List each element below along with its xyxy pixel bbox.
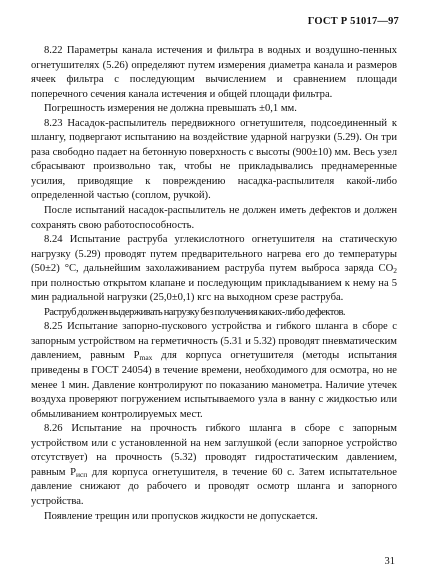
document-body <box>31 44 397 524</box>
paragraph-8-26 <box>31 422 397 509</box>
paragraph-8-24 <box>31 233 397 306</box>
paragraph-accuracy: Погрешность измерения не должна превышать ±0,1 мм. <box>44 103 297 115</box>
paragraph-8-24-text-b: при полностью открытом клапане и последующим прикладыванием к нему на 5 мин радиальной нагрузки (25,0±0,1) кгс на выходном срезе раструба. <box>31 277 397 304</box>
paragraph-8-25-text-a: 8.25 Испытание запорно-пускового устройства и гибкого шланга в сборе с запорным устройством на герметичность (5.31 и 5.32) проводят пневматическим давлением, равным P <box>31 321 397 362</box>
paragraph-8-23-text: 8.23 Насадок-распылитель передвижного огнетушителя, подсоединенный к шлангу, подвергают испытанию на воздействие ударной нагрузки (5.29). Он три раза свободно падает на бетонную поверхность с высоты (900±10) мм. Весь узел сбрасывают произвольно так, чтобы не прикладывались преднамеренные усилия, приводящие к повреждению насадка-распылителя какой-либо определенной частью (соплом, ручкой). <box>31 117 397 202</box>
paragraph-8-23 <box>31 117 397 204</box>
paragraph-8-25 <box>31 320 397 422</box>
page-number: 31 <box>384 556 395 567</box>
document-header: ГОСТ Р 51017—97 <box>307 16 399 27</box>
paragraph-after-test: После испытаний насадок-распылитель не должен иметь дефектов и должен сохранять свою работоспособность. <box>31 205 397 231</box>
paragraph-no-cracks: Появление трещин или пропусков жидкости не допускается. <box>44 510 318 522</box>
subscript-co2: 2 <box>393 266 397 276</box>
subscript-pisp: исп <box>75 469 88 479</box>
paragraph-nozzle-load: Раструб должен выдерживать нагрузку без получения каких-либо дефектов. <box>44 306 346 318</box>
paragraph-8-26-text-b: для корпуса огнетушителя, в течение 60 с. Затем испытательное давление снижают до рабочего и проводят осмотр шланга и запорного устройства. <box>31 466 397 507</box>
paragraph-8-26-text-a: 8.26 Испытание на прочность гибкого шланга в сборе с запорным устройством или с установленной на нем заглушкой (если запорное устройство отсутствует) на прочность (5.32) проводят гидростатическим давлением, равным P <box>31 423 397 478</box>
paragraph-8-25-text-b: для корпуса огнетушителя (методы испытания приведены в ГОСТ 24054) в течение времени, необходимого для осмотра, но не менее 1 мин. Давление контролируют по показанию манометра. Наличие утечек воздуха проверяют погружением испытываемого узла в ванну с жидкостью или обмыливанием контролируемых мест. <box>31 350 397 420</box>
subscript-pmax: max <box>139 353 153 363</box>
paragraph-8-22: 8.22 Параметры канала истечения и фильтра в водных и воздушно-пенных огнетушителях (5.26) определяют путем измерения диаметра канала и размеров ячеек фильтра с последующим вычислением и сравнением площади поперечного сечения канала истечения и общей площади фильтра. <box>31 45 397 100</box>
paragraph-8-24-text-a: 8.24 Испытание раструба углекислотного огнетушителя на статическую нагрузку (5.29) проводят путем предварительного нагрева его до температуры (50±2) °С, дальнейшим захолаживанием раструба путем выброса заряда СО <box>31 234 397 275</box>
